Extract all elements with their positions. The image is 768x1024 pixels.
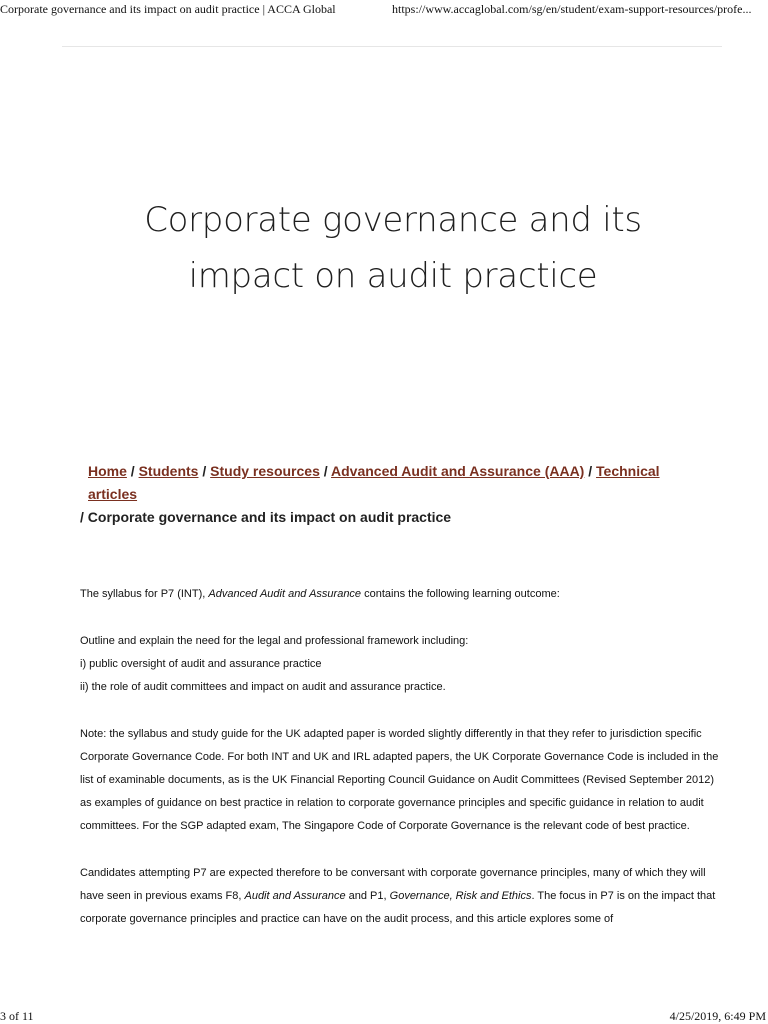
print-footer — [0, 1008, 768, 1024]
p1-text-end: contains the following learning outcome: — [361, 588, 560, 600]
p4-part2: and P1, — [345, 890, 390, 902]
paragraph-candidates — [80, 862, 720, 931]
breadcrumb — [80, 460, 708, 529]
breadcrumb-separator: / — [323, 463, 328, 479]
page-number: 3 of 11 — [0, 1009, 34, 1023]
breadcrumb-current: / Corporate governance and its impact on audit practice — [80, 509, 452, 525]
breadcrumb-study-resources-link[interactable]: Study resources — [210, 463, 320, 479]
breadcrumb-separator: / — [202, 463, 207, 479]
paragraph-syllabus — [80, 583, 720, 606]
p1-text-start: The syllabus for P7 (INT), — [80, 588, 209, 600]
print-datetime: 4/25/2019, 6:49 PM — [669, 1009, 766, 1023]
page-title-line1: Corporate governance and its — [144, 200, 642, 240]
breadcrumb-separator: / — [588, 463, 593, 479]
breadcrumb-students-link[interactable]: Students — [138, 463, 199, 479]
print-header-url: https://www.accaglobal.com/sg/en/student/exam-support-resources/profe... — [392, 2, 752, 16]
breadcrumb-technical-articles-link[interactable]: Technical articles — [88, 463, 660, 502]
top-divider — [62, 46, 722, 47]
p4-emphasis2: Governance, Risk and Ethics — [389, 890, 532, 902]
breadcrumb-separator: / — [130, 463, 135, 479]
outcome-line3: ii) the role of audit committees and impact on audit and assurance practice. — [80, 681, 446, 693]
print-header-title: Corporate governance and its impact on audit practice | ACCA Global — [0, 2, 336, 16]
paragraph-note: Note: the syllabus and study guide for the UK adapted paper is worded slightly differently in that they refer to jurisdiction specific Corporate Governance Code. For both INT and UK and IRL adapted papers, the UK Corporate Governance Code is included in the list of examinable documents, as is the UK Financial Reporting Council Guidance on Audit Committees (Revised September 2012) as examples of guidance on best practice in relation to corporate governance principles and specific guidance in relation to audit committees. For the SGP adapted exam, The Singapore Code of Corporate Governance is the relevant code of best practice. — [80, 728, 719, 832]
page-title-line2: impact on audit practice — [188, 256, 598, 296]
article-body — [80, 583, 720, 931]
breadcrumb-aaa-link[interactable]: Advanced Audit and Assurance (AAA) — [331, 463, 585, 479]
p4-part1: Candidates attempting P7 are expected therefore to be conversant with corporate governance principles, many of which they will have seen in previous exams F8, — [80, 867, 706, 902]
p4-part3: . The focus in P7 is on the impact that corporate governance principles and practice can have on the audit process, and this article explores some of — [80, 890, 716, 925]
outcome-line1: Outline and explain the need for the legal and professional framework including: — [80, 635, 469, 647]
print-header — [0, 0, 768, 20]
p1-emphasis: Advanced Audit and Assurance — [208, 588, 362, 600]
outcome-line2: i) public oversight of audit and assurance practice — [80, 658, 322, 670]
p4-emphasis1: Audit and Assurance — [244, 890, 346, 902]
paragraph-outcome — [80, 630, 720, 699]
breadcrumb-home-link[interactable]: Home — [88, 463, 127, 479]
page-title — [0, 192, 768, 304]
